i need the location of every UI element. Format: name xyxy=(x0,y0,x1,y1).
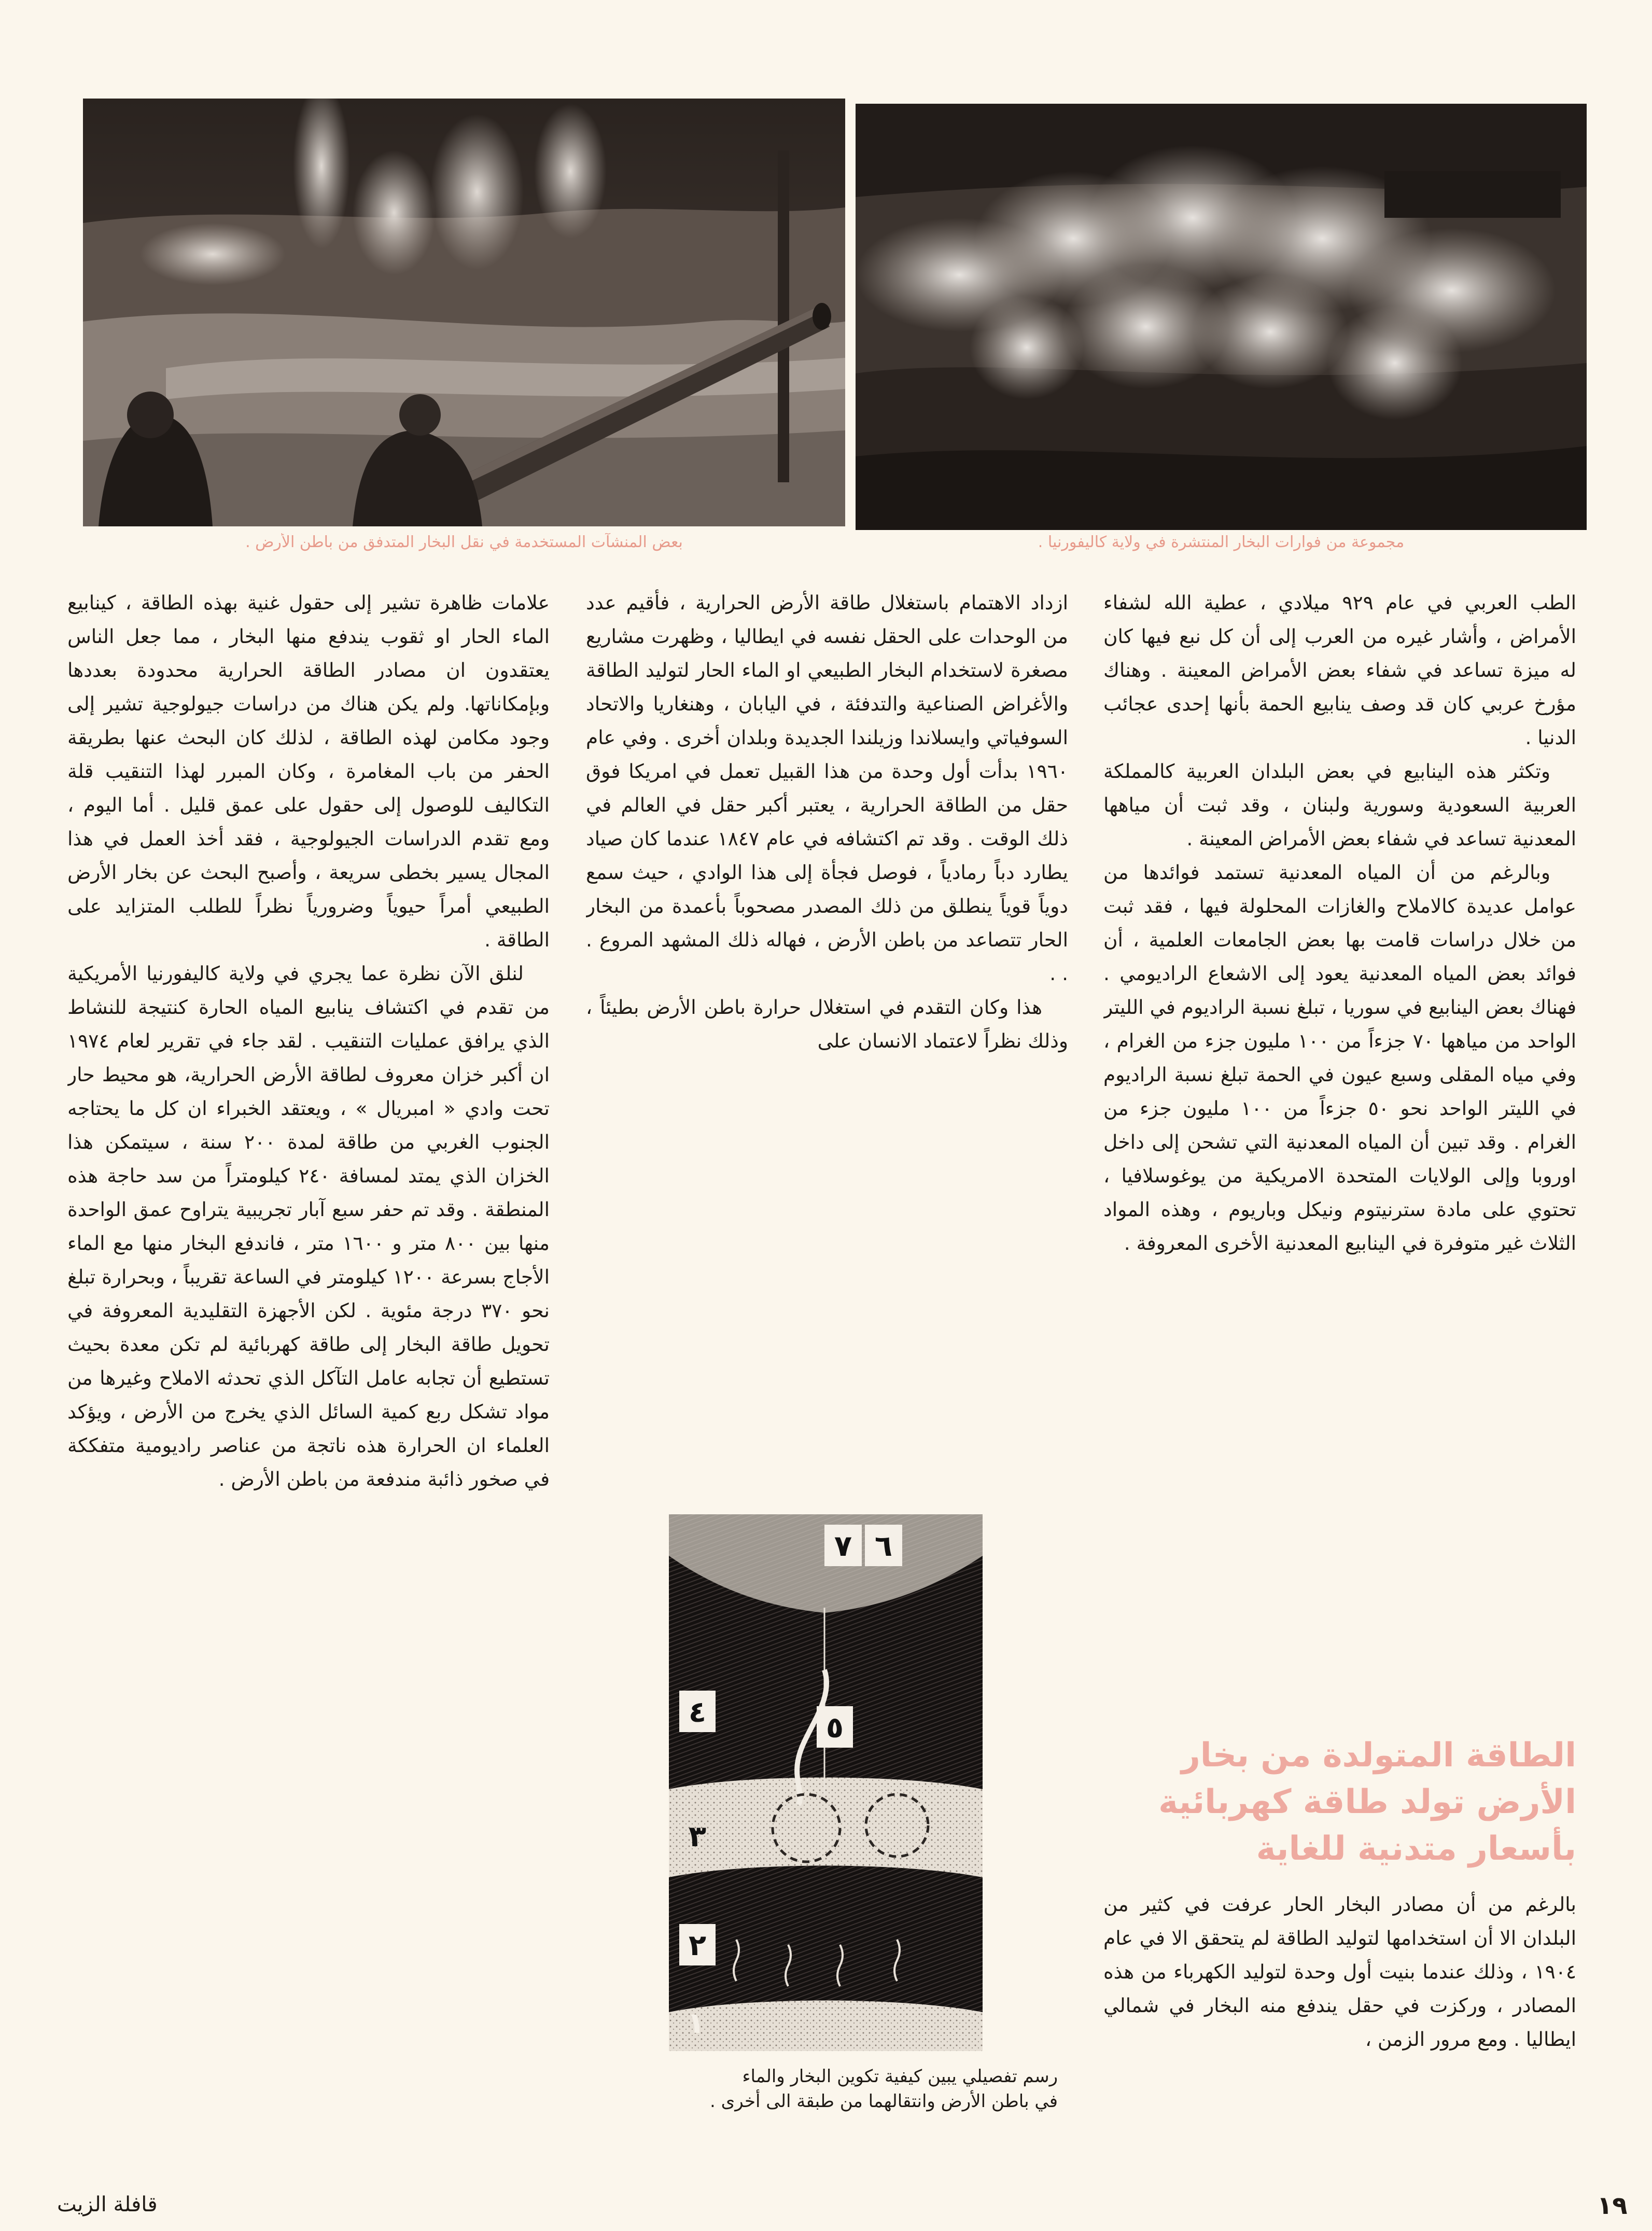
page-number: ١٩ xyxy=(1597,2191,1628,2220)
paragraph: بالرغم من أن مصادر البخار الحار عرفت في كثير من البلدان الا أن استخدامها لتوليد الطاقة لم يتحقق الا في عام ١٩٠٤ ، وذلك عندما بنيت أول وحدة لتوليد الكهرباء من هذه المصادر ، وركزت في حقل يندفع منه البخار في شمالي ايطاليا . ومع مرور الزمن ، xyxy=(1103,1893,1576,2051)
paragraph: وتكثر هذه الينابيع في بعض البلدان العربية كالمملكة العربية السعودية وسورية ولبنان ، وقد ثبت أن مياهها المعدنية تساعد في شفاء بعض الأمراض المعينة . xyxy=(1103,760,1576,850)
diagram-label-3: ٣ xyxy=(688,1820,707,1853)
left-photo-caption: بعض المنشآت المستخدمة في نقل البخار المتدفق من باطن الأرض . xyxy=(245,533,683,551)
paragraph: الطب العربي في عام ٩٢٩ ميلادي ، عطية الله لشفاء الأمراض ، وأشار غيره من العرب إلى أن كل نبع فيها كان له ميزة تساعد في شفاء بعض الأمراض المعينة . وهناك مؤرخ عربي كان قد وصف ينابيع الحمة بأنها إحدى عجائب الدنيا . xyxy=(1103,591,1576,749)
steam-vents-photo xyxy=(856,104,1587,530)
paragraph: هذا وكان التقدم في استغلال حرارة باطن الأرض بطيئاً ، وذلك نظراً لاعتماد الانسان على xyxy=(586,996,1068,1052)
paragraph: لنلق الآن نظرة عما يجري في ولاية كاليفورنيا الأمريكية من تقدم في اكتشاف ينابيع المياه الحارة كنتيجة للنشاط الذي يرافق عمليات التنقيب . لقد جاء في تقرير لعام ١٩٧٤ ان أكبر خزان معروف لطاقة الأرض الحرارية، هو محيط حار تحت وادي « امبريال » ، ويعتقد الخبراء ان كل ما يحتاجه الجنوب الغربي من طاقة لمدة ٢٠٠ سنة ، سيتمكن هذا الخزان الذي يمتد لمسافة ٢٤٠ كيلومتراً من سد حاجة هذه المنطقة . وقد تم حفر سبع آبار تجريبية يتراوح عمق الواحدة منها بين ٨٠٠ متر و ١٦٠٠ متر ، فاندفع البخار منها مع الماء الأجاج بسرعة ١٢٠٠ كيلومتر في الساعة تقريباً ، وبحرارة تبلغ نحو ٣٧٠ درجة مئوية . لكن الأجهزة التقليدية المعروفة في تحويل طاقة البخار إلى طاقة كهربائية لم تكن معدة بحيث تستطيع أن تجابه عامل التآكل الذي تحدثه الاملاح وغيرها من مواد تشكل ربع كمية السائل الذي يخرج من الأرض ، ويؤكد العلماء ان الحرارة هذه ناتجة من عناصر راديومية متفككة في صخور ذائبة مندفعة من باطن الأرض . xyxy=(67,962,550,1490)
diagram-label-6: ٦ xyxy=(874,1529,893,1563)
article-column-middle xyxy=(586,586,1068,1348)
diagram-caption-line: في باطن الأرض وانتقالهما من طبقة الى أخرى . xyxy=(709,2091,1058,2112)
diagram-label-7: ٧ xyxy=(834,1529,852,1563)
article-column-right xyxy=(1103,586,1576,1561)
paragraph: وبالرغم من أن المياه المعدنية تستمد فوائدها من عوامل عديدة كالاملاح والغازات المحلولة فيها ، فقد ثبت من خلال دراسات قامت بها بعض الجامعات العلمية ، أن فوائد بعض المياه المعدنية يعود إلى الاشعاع الراديومي . فهناك بعض الينابيع في سوريا ، تبلغ نسبة الراديوم في الليتر الواحد من مياهها ٧٠ جزءاً من ١٠٠ مليون جزء من الغرام ، وفي مياه المقلى وسبع عيون في الحمة تبلغ نسبة الراديوم في الليتر الواحد نحو ٥٠ جزءاً من ١٠٠ مليون جزء من الغرام . وقد تبين أن المياه المعدنية التي تشحن إلى داخل اوروبا وإلى الولايات المتحدة الامريكية من يوغوسلافيا ، تحتوي على مادة سترنيتوم ونيكل وباريوم ، وهذه المواد الثلاث غير متوفرة في الينابيع المعدنية الأخرى المعروفة . xyxy=(1103,861,1576,1254)
article-column-left xyxy=(67,586,550,2152)
magazine-name: قافلة الزيت xyxy=(57,2193,158,2216)
diagram-label-1: ١ xyxy=(687,2006,705,2040)
paragraph: علامات ظاهرة تشير إلى حقول غنية بهذه الطاقة ، كينابيع الماء الحار او ثقوب يندفع منها البخار ، مما جعل الناس يعتقدون ان مصادر الطاقة الحرارية محدودة بعددها وبإمكاناتها. ولم يكن هناك من دراسات جيولوجية تشير إلى وجود مكامن لهذه الطاقة ، لذلك كان البحث عنها بطريقة الحفر من باب المغامرة ، وكان المبرر لهذا التنقيب قلة التكاليف للوصول إلى حقول على عمق قليل . أما اليوم ، ومع تقدم الدراسات الجيولوجية ، فقد أخذ العمل في هذا المجال يسير بخطى سريعة ، وأصبح البحث عن بخار الأرض الطبيعي أمراً حيوياً وضرورياً نظراً للطلب المتزايد على الطاقة . xyxy=(67,591,550,951)
paragraph: ازداد الاهتمام باستغلال طاقة الأرض الحرارية ، فأقيم عدد من الوحدات على الحقل نفسه في ايطاليا ، وظهرت مشاريع مصغرة لاستخدام البخار الطبيعي او الماء الحار لتوليد الطاقة والأغراض الصناعية والتدفئة ، في اليابان ، وهنغاريا والاتحاد السوفياتي وايسلاندا وزيلندا الجديدة وبلدان أخرى . وفي عام ١٩٦٠ بدأت أول وحدة من هذا القبيل تعمل في امريكا فوق حقل من الطاقة الحرارية ، يعتبر أكبر حقل في العالم في ذلك الوقت . وقد تم اكتشافه في عام ١٨٤٧ عندما كان صياد يطارد دباً رمادياً ، فوصل فجأة إلى هذا الوادي ، حيث سمع دوياً قوياً ينطلق من ذلك المصدر مصحوباً بأعمدة من البخار الحار تتصاعد من باطن الأرض ، فهاله ذلك المشهد المروع . . . xyxy=(586,591,1068,985)
diagram-caption xyxy=(591,2064,1058,2114)
diagram-caption-line: رسم تفصيلي يبين كيفية تكوين البخار والماء xyxy=(742,2066,1058,2087)
right-photo-caption: مجموعة من فوارات البخار المنتشرة في ولاية كاليفورنيا . xyxy=(1038,533,1405,551)
geothermal-layers-diagram xyxy=(669,1514,983,2051)
diagram-label-5: ٥ xyxy=(825,1711,844,1745)
diagram-label-4: ٤ xyxy=(688,1695,707,1729)
diagram-label-2: ٢ xyxy=(688,1929,707,1962)
pipeline-photo xyxy=(83,99,845,526)
section-heading: الطاقة المتولدة من بخار الأرض تولد طاقة كهربائية بأسعار متدنية للغاية xyxy=(1158,1736,1576,1868)
article-column-right-bottom xyxy=(1103,1888,1576,2157)
